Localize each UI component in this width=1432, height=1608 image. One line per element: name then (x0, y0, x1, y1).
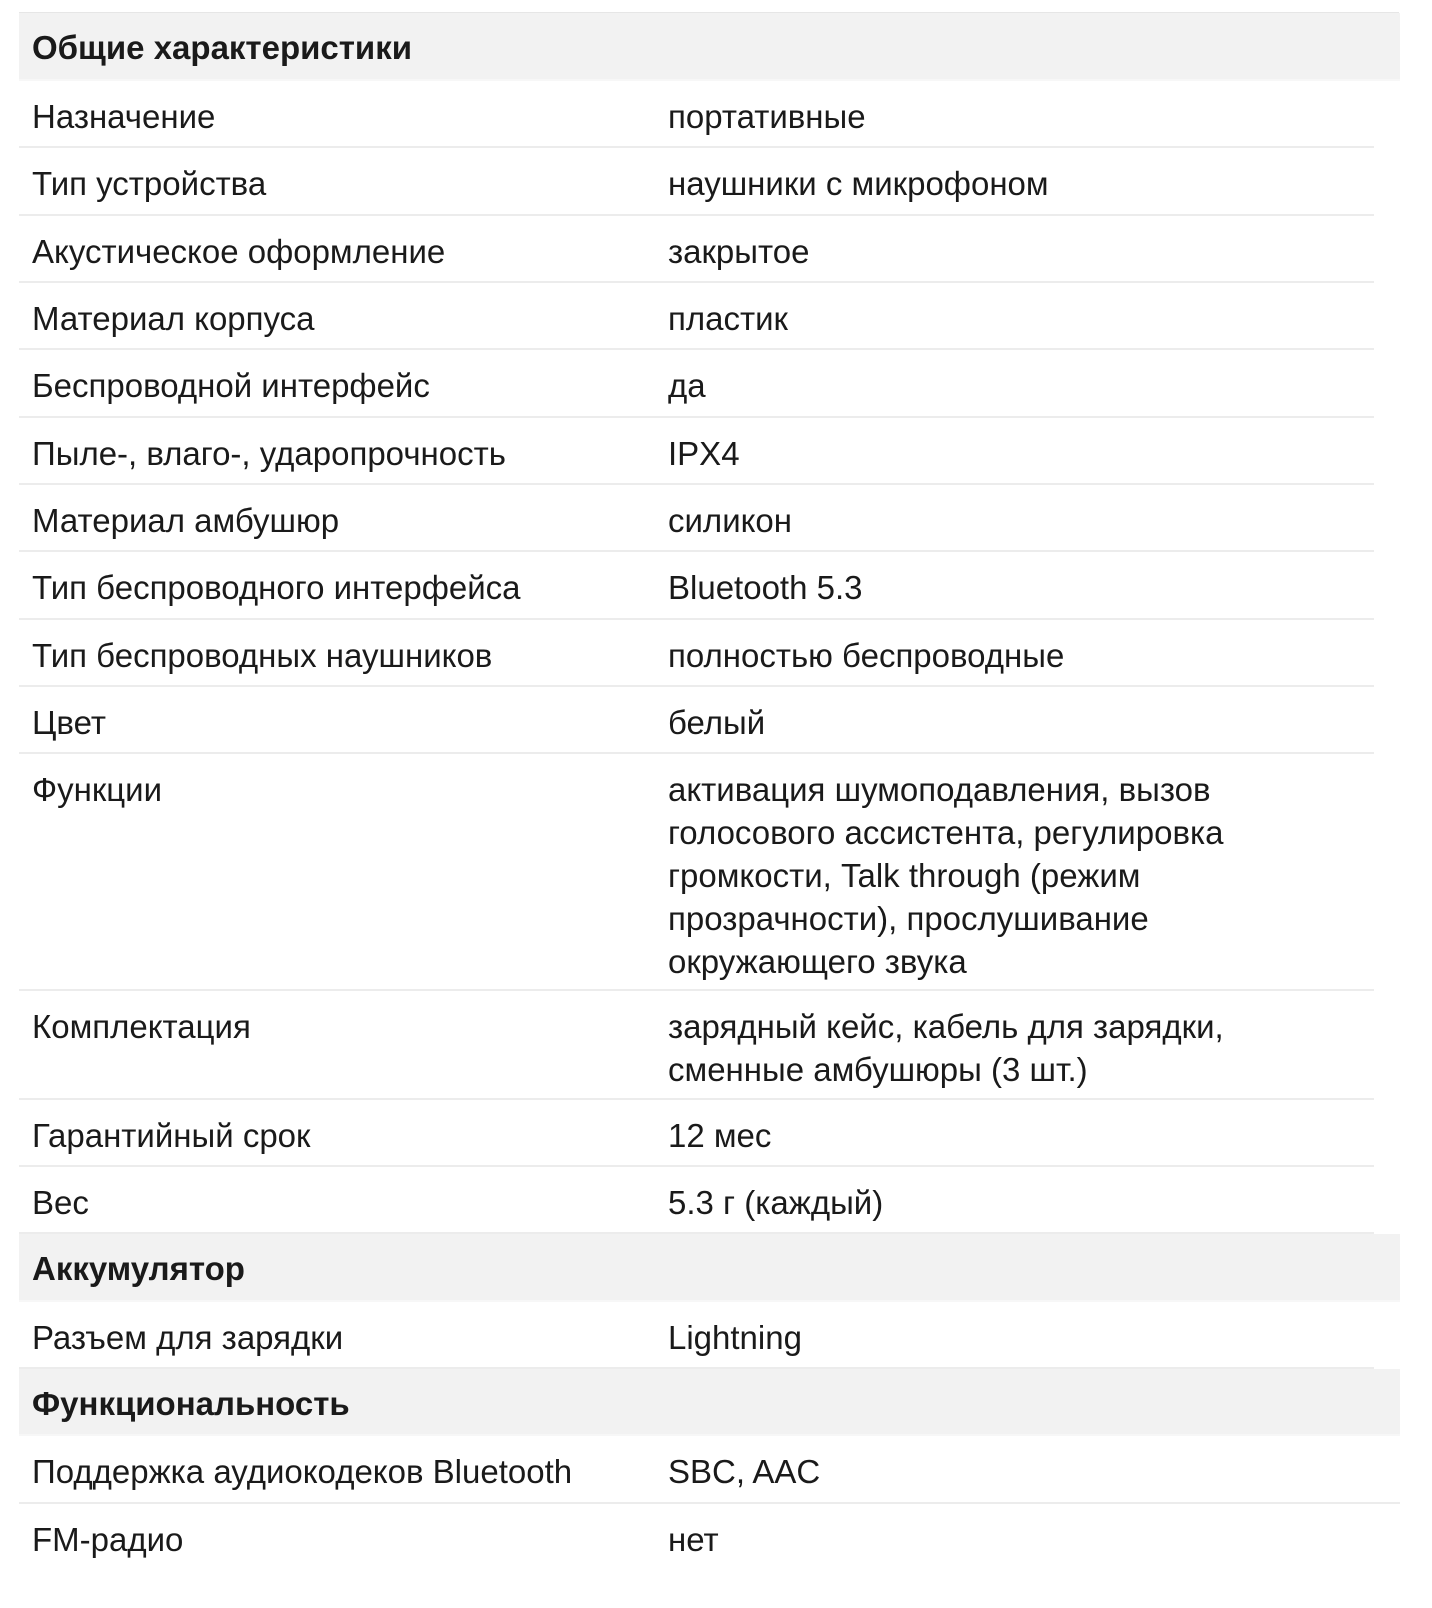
spec-row-weight (19, 1167, 1374, 1234)
spec-label: Поддержка аудиокодеков Bluetooth (32, 1453, 573, 1490)
spec-row-acoustic-design (19, 216, 1374, 283)
spec-label: Материал корпуса (32, 300, 315, 337)
spec-label: Тип беспроводного интерфейса (32, 569, 521, 606)
spec-label: Цвет (32, 704, 106, 741)
spec-row-color (19, 687, 1374, 754)
spec-row-functions (19, 754, 1374, 991)
spec-row-wireless-type (19, 552, 1374, 620)
spec-row-protection (19, 418, 1374, 485)
spec-row-purpose (19, 81, 1374, 148)
section-header-battery (19, 1234, 1400, 1302)
spec-label: Акустическое оформление (32, 233, 446, 270)
spec-value: Bluetooth 5.3 (668, 569, 863, 606)
spec-row-charging-port (19, 1302, 1374, 1369)
spec-value: зарядный кейс, кабель для зарядки, сменные амбушюры (3 шт.) (668, 1008, 1224, 1088)
spec-value: пластик (668, 300, 788, 337)
spec-value: 5.3 г (каждый) (668, 1184, 884, 1221)
spec-label: Беспроводной интерфейс (32, 367, 430, 404)
spec-label: Функции (32, 771, 163, 808)
spec-row-device-type (19, 148, 1374, 216)
spec-value: нет (668, 1521, 719, 1558)
spec-value: наушники с микрофоном (668, 165, 1049, 202)
spec-value: да (668, 367, 706, 404)
spec-label: Гарантийный срок (32, 1117, 311, 1154)
spec-value: белый (668, 704, 766, 741)
spec-row-package (19, 991, 1374, 1100)
spec-label: Комплектация (32, 1008, 251, 1045)
spec-row-fm-radio (19, 1504, 1374, 1608)
section-title: Общие характеристики (32, 29, 412, 66)
spec-label: Вес (32, 1184, 89, 1221)
spec-row-earphone-type (19, 620, 1374, 687)
spec-label: Назначение (32, 98, 216, 135)
spec-label: FM-радио (32, 1521, 184, 1558)
spec-row-ear-tip-material (19, 485, 1374, 552)
spec-row-body-material (19, 283, 1374, 350)
section-title: Аккумулятор (32, 1250, 245, 1287)
spec-value: IPX4 (668, 435, 740, 472)
spec-value: активация шумоподавления, вызов голосового ассистента, регулировка громкости, Talk through (режим прозрачности), прослушивание окружающего звука (668, 771, 1224, 980)
section-header-functionality (19, 1369, 1400, 1436)
spec-value: полностью беспроводные (668, 637, 1065, 674)
spec-label: Материал амбушюр (32, 502, 340, 539)
spec-value: Lightning (668, 1319, 802, 1356)
spec-label: Пыле-, влаго-, ударопрочность (32, 435, 506, 472)
spec-label: Тип беспроводных наушников (32, 637, 493, 674)
spec-value: силикон (668, 502, 793, 539)
spec-value: SBC, AAC (668, 1453, 821, 1490)
section-header-general (19, 13, 1400, 81)
spec-label: Разъем для зарядки (32, 1319, 344, 1356)
spec-value: закрытое (668, 233, 810, 270)
spec-row-audio-codecs (19, 1436, 1400, 1504)
section-title: Функциональность (32, 1385, 350, 1422)
spec-value: портативные (668, 98, 866, 135)
spec-row-warranty (19, 1100, 1374, 1167)
spec-row-wireless-interface (19, 350, 1374, 418)
spec-value: 12 мес (668, 1117, 772, 1154)
spec-label: Тип устройства (32, 165, 267, 202)
